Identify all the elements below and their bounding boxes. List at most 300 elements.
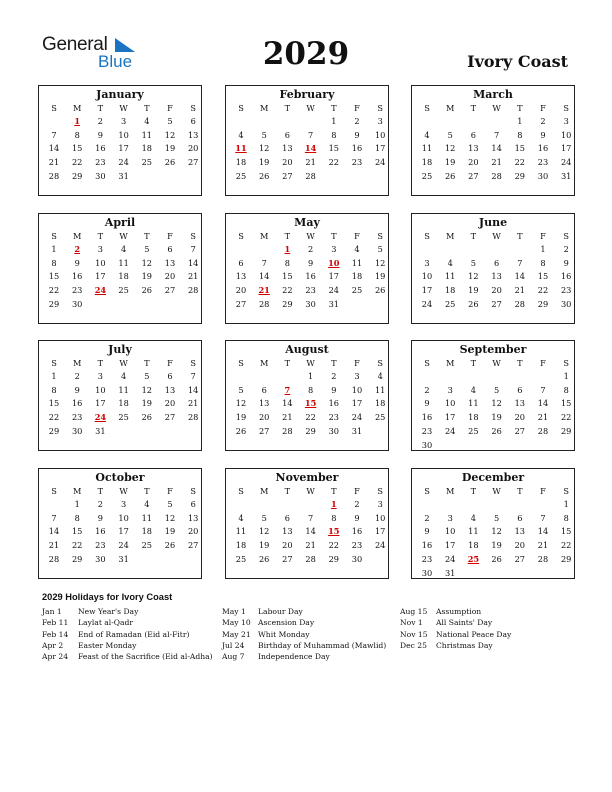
day: 13 <box>514 526 525 537</box>
day: 24 <box>421 298 433 309</box>
day: 19 <box>444 157 456 168</box>
month-september <box>411 340 575 451</box>
holiday-name: Whit Monday <box>258 629 310 639</box>
day: 9 <box>74 384 80 395</box>
day: 7 <box>307 512 314 523</box>
day: 9 <box>307 257 314 268</box>
day: 11 <box>351 257 363 268</box>
day: 16 <box>305 271 316 282</box>
day: 24 <box>374 540 386 551</box>
day: 10 <box>118 512 129 523</box>
holiday-date: Feb 14 <box>42 629 69 639</box>
day: 23 <box>328 412 339 423</box>
day: 13 <box>514 398 525 409</box>
month-name: January <box>96 88 144 101</box>
day: 3 <box>97 244 103 254</box>
day: 9 <box>540 129 546 140</box>
day: 27 <box>468 170 479 181</box>
day: 7 <box>493 129 500 140</box>
day: 30 <box>71 425 83 436</box>
weekday-label: M <box>445 486 455 496</box>
day: 4 <box>377 371 383 381</box>
day: 26 <box>258 553 270 564</box>
day: 15 <box>560 526 572 537</box>
holiday-date: Jul 24 <box>222 640 245 650</box>
weekday-label: T <box>144 358 150 368</box>
day: 18 <box>468 540 479 551</box>
day: 23 <box>351 540 363 551</box>
day: 7 <box>261 257 267 268</box>
day: 3 <box>120 116 127 126</box>
day: 5 <box>144 371 150 381</box>
weekday-label: F <box>354 103 360 113</box>
month-july <box>38 340 202 451</box>
day: 27 <box>187 157 199 168</box>
day: 3 <box>377 499 383 509</box>
day: 4 <box>424 129 430 140</box>
day: 31 <box>560 170 572 181</box>
holiday-day: 15 <box>304 398 317 409</box>
month-name: July <box>108 343 132 356</box>
weekday-label: T <box>284 358 291 368</box>
weekday-label: W <box>119 231 128 241</box>
day: 27 <box>258 425 270 436</box>
weekday-label: S <box>424 103 430 113</box>
day: 20 <box>164 398 176 409</box>
weekday-label: M <box>259 486 269 496</box>
day: 23 <box>421 425 433 436</box>
day: 21 <box>187 271 199 282</box>
day: 16 <box>95 143 106 154</box>
day: 4 <box>144 116 150 126</box>
weekday-label: W <box>306 486 315 496</box>
day: 20 <box>491 285 502 296</box>
holiday-list <box>42 592 582 662</box>
day: 11 <box>444 271 456 282</box>
weekday-label: F <box>540 103 546 113</box>
month-name: October <box>95 471 145 484</box>
day: 5 <box>470 257 476 268</box>
holiday-day: 7 <box>284 384 291 395</box>
day: 9 <box>97 512 103 523</box>
day: 26 <box>235 425 247 436</box>
day: 17 <box>118 143 129 154</box>
day: 8 <box>284 257 290 268</box>
day: 30 <box>328 425 339 436</box>
day: 30 <box>560 298 572 309</box>
day: 9 <box>424 398 430 409</box>
day: 20 <box>258 412 270 423</box>
day: 14 <box>187 257 199 268</box>
day: 19 <box>164 526 176 537</box>
day: 13 <box>282 143 293 154</box>
weekday-label: W <box>119 486 128 496</box>
month-name: April <box>104 216 136 229</box>
weekday-label: M <box>259 103 269 113</box>
day: 19 <box>491 412 502 423</box>
day: 15 <box>537 271 549 282</box>
weekday-label: W <box>492 486 501 496</box>
day: 18 <box>468 412 479 423</box>
day: 14 <box>537 526 549 537</box>
day: 26 <box>258 170 270 181</box>
day: 8 <box>74 129 80 140</box>
day: 15 <box>282 271 293 282</box>
day: 6 <box>470 129 476 140</box>
day: 8 <box>307 384 314 395</box>
day: 21 <box>305 540 316 551</box>
weekday-label: S <box>51 486 57 496</box>
day: 8 <box>517 129 523 140</box>
weekday-label: F <box>167 486 173 496</box>
day: 11 <box>468 398 479 409</box>
day: 19 <box>235 412 247 423</box>
day: 14 <box>305 526 316 537</box>
day: 1 <box>563 499 569 509</box>
month-june <box>411 213 575 324</box>
holiday-day: 24 <box>94 412 107 423</box>
day: 23 <box>560 285 572 296</box>
day: 11 <box>468 526 479 537</box>
month-name: August <box>285 343 329 356</box>
day: 25 <box>141 157 152 168</box>
day: 13 <box>491 271 502 282</box>
day: 4 <box>120 244 127 254</box>
day: 10 <box>118 129 129 140</box>
page-header <box>0 0 612 80</box>
day: 20 <box>187 526 199 537</box>
day: 30 <box>537 170 549 181</box>
day: 15 <box>71 526 83 537</box>
day: 7 <box>190 371 196 381</box>
day: 14 <box>187 384 199 395</box>
day: 24 <box>560 157 572 168</box>
day: 2 <box>354 116 360 126</box>
weekday-label: T <box>97 103 104 113</box>
weekday-label: T <box>97 231 104 241</box>
day: 15 <box>48 398 60 409</box>
day: 1 <box>51 244 57 254</box>
day: 9 <box>331 384 337 395</box>
day: 18 <box>235 157 247 168</box>
weekday-label: T <box>284 486 291 496</box>
day: 20 <box>468 157 479 168</box>
holiday-day: 1 <box>330 499 337 509</box>
weekday-label: T <box>470 358 477 368</box>
day: 12 <box>491 398 502 409</box>
day: 31 <box>444 567 456 578</box>
day: 13 <box>282 526 293 537</box>
day: 22 <box>71 157 83 168</box>
weekday-label: S <box>377 231 383 241</box>
day: 30 <box>305 298 316 309</box>
holiday-name: Labour Day <box>258 607 303 616</box>
day: 21 <box>305 157 316 168</box>
holiday-name: All Saints' Day <box>436 618 493 628</box>
day: 30 <box>95 553 106 564</box>
day: 29 <box>282 298 293 309</box>
weekday-label: T <box>284 231 291 241</box>
month-name: September <box>459 343 527 356</box>
day: 8 <box>563 384 569 395</box>
day: 13 <box>164 384 176 395</box>
day: 4 <box>470 512 476 523</box>
weekday-label: M <box>259 358 269 368</box>
weekday-label: W <box>306 358 315 368</box>
weekday-label: F <box>540 358 546 368</box>
day: 14 <box>514 271 525 282</box>
day: 30 <box>421 439 433 450</box>
day: 10 <box>421 271 433 282</box>
day: 27 <box>282 170 293 181</box>
day: 22 <box>537 285 549 296</box>
weekday-label: F <box>167 358 173 368</box>
day: 22 <box>305 412 316 423</box>
day: 1 <box>307 371 314 381</box>
day: 20 <box>282 540 293 551</box>
day: 12 <box>141 384 152 395</box>
holiday-day: 15 <box>328 526 340 537</box>
day: 20 <box>164 271 176 282</box>
holiday-name: Assumption <box>436 607 482 616</box>
weekday-label: T <box>331 103 337 113</box>
weekday-label: S <box>563 231 569 241</box>
day: 1 <box>517 116 523 126</box>
day: 8 <box>563 512 569 523</box>
day: 18 <box>351 271 363 282</box>
day: 3 <box>447 512 453 523</box>
day: 18 <box>141 143 152 154</box>
day: 4 <box>238 129 244 140</box>
day: 11 <box>235 526 247 537</box>
day: 29 <box>48 298 60 309</box>
day: 9 <box>97 129 103 140</box>
day: 20 <box>235 285 247 296</box>
day: 24 <box>374 157 386 168</box>
day: 25 <box>444 298 456 309</box>
day: 29 <box>71 553 83 564</box>
weekday-label: S <box>563 103 569 113</box>
day: 29 <box>48 425 60 436</box>
weekday-label: M <box>72 358 82 368</box>
day: 23 <box>71 285 83 296</box>
day: 8 <box>51 384 57 395</box>
day: 6 <box>167 244 173 254</box>
day: 1 <box>540 244 546 254</box>
day: 28 <box>258 298 270 309</box>
day: 27 <box>164 285 176 296</box>
day: 12 <box>374 257 386 268</box>
weekday-label: S <box>238 231 244 241</box>
day: 26 <box>444 170 456 181</box>
weekday-label: F <box>167 103 173 113</box>
day: 10 <box>374 512 386 523</box>
day: 5 <box>238 384 244 395</box>
day: 12 <box>444 143 456 154</box>
day: 4 <box>120 371 127 381</box>
day: 28 <box>187 285 199 296</box>
day: 23 <box>95 157 106 168</box>
day: 31 <box>118 553 129 564</box>
day: 7 <box>307 129 314 140</box>
day: 10 <box>444 526 456 537</box>
day: 13 <box>164 257 176 268</box>
weekday-label: F <box>354 486 360 496</box>
day: 24 <box>328 285 339 296</box>
day: 6 <box>284 129 290 140</box>
month-november <box>225 468 389 579</box>
day: 22 <box>328 157 339 168</box>
day: 13 <box>235 271 247 282</box>
holiday-date: Feb 11 <box>42 618 69 628</box>
day: 7 <box>190 244 196 254</box>
weekday-label: T <box>517 486 523 496</box>
day: 1 <box>74 499 80 509</box>
day: 2 <box>540 116 546 126</box>
day: 29 <box>537 298 549 309</box>
day: 20 <box>187 143 199 154</box>
weekday-label: T <box>517 231 523 241</box>
weekday-label: M <box>72 231 82 241</box>
day: 22 <box>48 285 60 296</box>
country-name: Ivory Coast <box>467 52 568 71</box>
month-name: February <box>279 88 335 101</box>
weekday-label: T <box>331 231 337 241</box>
day: 2 <box>424 512 430 523</box>
day: 13 <box>187 129 199 140</box>
day: 21 <box>514 285 525 296</box>
day: 25 <box>351 285 363 296</box>
day: 16 <box>351 526 363 537</box>
weekday-label: W <box>119 358 128 368</box>
day: 23 <box>537 157 549 168</box>
holiday-date: Nov 1 <box>400 618 423 628</box>
day: 16 <box>560 271 572 282</box>
day: 9 <box>354 512 360 523</box>
weekday-label: T <box>470 486 477 496</box>
weekday-label: T <box>470 231 477 241</box>
day: 28 <box>537 425 549 436</box>
day: 13 <box>187 512 199 523</box>
weekday-label: S <box>190 103 196 113</box>
month-march <box>411 85 575 196</box>
holiday-name: Ascension Day <box>258 618 315 628</box>
day: 17 <box>374 143 386 154</box>
day: 19 <box>141 398 152 409</box>
weekday-label: S <box>424 486 430 496</box>
day: 10 <box>560 129 572 140</box>
day: 21 <box>537 540 549 551</box>
day: 18 <box>235 540 247 551</box>
day: 2 <box>74 371 80 381</box>
month-name: November <box>275 471 339 484</box>
weekday-label: M <box>445 231 455 241</box>
day: 18 <box>374 398 386 409</box>
holiday-day: 1 <box>284 244 291 254</box>
weekday-label: T <box>144 103 150 113</box>
day: 7 <box>51 129 57 140</box>
month-april <box>38 213 202 324</box>
day: 25 <box>141 540 152 551</box>
weekday-label: W <box>119 103 128 113</box>
day: 30 <box>421 567 433 578</box>
day: 12 <box>258 526 270 537</box>
day: 17 <box>95 271 106 282</box>
day: 2 <box>563 244 569 254</box>
day: 4 <box>238 512 244 523</box>
day: 5 <box>167 116 173 126</box>
day: 15 <box>514 143 525 154</box>
month-december <box>411 468 575 579</box>
holiday-list-title: 2029 Holidays for Ivory Coast <box>42 592 173 602</box>
day: 20 <box>514 540 525 551</box>
day: 18 <box>421 157 433 168</box>
day: 8 <box>540 257 546 268</box>
day: 17 <box>444 412 456 423</box>
holiday-name: End of Ramadan (Eid al-Fitr) <box>78 629 190 639</box>
holiday-name: Easter Monday <box>78 640 137 650</box>
day: 14 <box>258 271 270 282</box>
day: 20 <box>514 412 525 423</box>
day: 19 <box>491 540 502 551</box>
weekday-label: W <box>306 103 315 113</box>
logo-general-text: General <box>42 34 108 55</box>
day: 6 <box>190 499 196 509</box>
month-name: December <box>461 471 525 484</box>
month-february <box>225 85 389 196</box>
weekday-label: W <box>492 103 501 113</box>
day: 31 <box>328 298 339 309</box>
day: 25 <box>374 412 386 423</box>
day: 19 <box>258 157 270 168</box>
weekday-label: S <box>238 103 244 113</box>
day: 4 <box>144 499 150 509</box>
day: 20 <box>282 157 293 168</box>
day: 3 <box>331 244 337 254</box>
day: 5 <box>261 129 267 140</box>
day: 1 <box>331 116 337 126</box>
day: 18 <box>118 271 129 282</box>
day: 25 <box>235 170 247 181</box>
day: 27 <box>235 298 247 309</box>
weekday-label: M <box>72 103 82 113</box>
weekday-label: T <box>97 358 104 368</box>
day: 12 <box>235 398 247 409</box>
month-name: May <box>294 216 320 229</box>
day: 2 <box>307 244 314 254</box>
day: 4 <box>354 244 360 254</box>
holiday-day: 14 <box>304 143 317 154</box>
day: 23 <box>71 412 83 423</box>
day: 10 <box>444 398 456 409</box>
day: 6 <box>493 257 500 268</box>
holiday-date: May 10 <box>222 618 251 628</box>
day: 22 <box>71 540 83 551</box>
day: 23 <box>95 540 106 551</box>
weekday-label: T <box>144 231 150 241</box>
weekday-label: S <box>51 358 57 368</box>
weekday-label: F <box>540 231 546 241</box>
weekday-label: T <box>517 103 523 113</box>
day: 28 <box>491 170 502 181</box>
weekday-label: S <box>424 231 430 241</box>
month-name: March <box>473 88 513 101</box>
day: 26 <box>141 285 152 296</box>
holiday-name: New Year's Day <box>78 607 139 616</box>
day: 21 <box>48 540 60 551</box>
day: 5 <box>144 244 150 254</box>
holiday-date: Dec 25 <box>400 640 427 650</box>
